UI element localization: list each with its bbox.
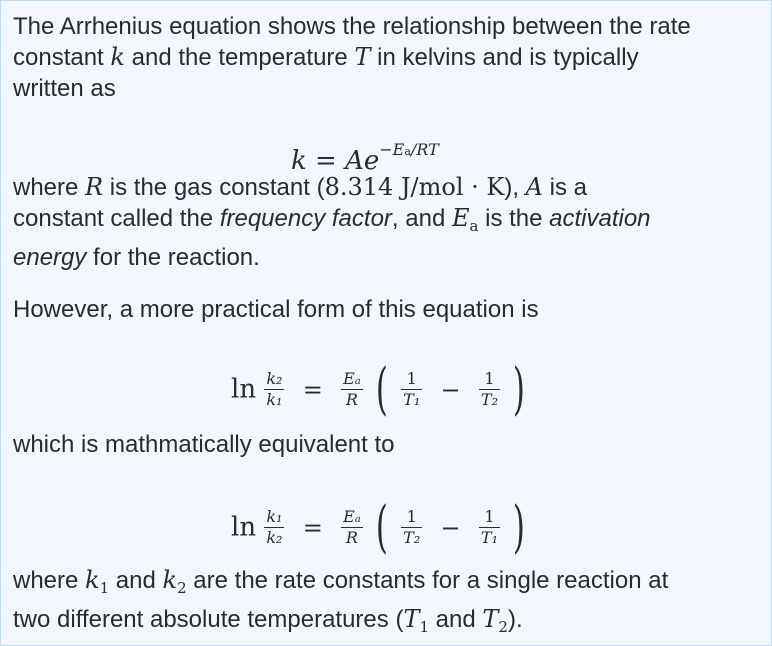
frac-den: k₂ [266,528,283,547]
frac-num: 1 [401,369,422,390]
text: are the rate constants for a single reaction at [186,567,669,594]
eq1-k: k [291,146,307,176]
frac-num: 1 [479,507,500,528]
math-T2-sub: 2 [498,618,508,636]
text: two different absolute temperatures ( [13,606,404,633]
minus: − [440,375,461,404]
equals: = [302,513,323,542]
math-k2: k [162,566,178,594]
ratio-equation-1 [231,357,530,422]
however-text: However, a more practical form of this equation is [13,296,539,323]
fraction-Ea-R [341,369,363,410]
fraction-k [264,369,284,410]
frac-num: 1 [479,369,500,390]
eq1-A: A [345,146,364,176]
math-R: R [85,173,104,201]
equals: = [302,375,323,404]
text: and [109,567,163,594]
frac-den: R [345,390,358,409]
left-paren: ( [375,495,388,560]
minus: − [440,513,461,542]
frac-num: Eₐ [343,369,361,388]
frac-den: T₂ [403,528,421,547]
right-paren: ) [513,495,526,560]
intro-line-1: The Arrhenius equation shows the relationship between the rate [13,13,691,40]
math-E: E [451,204,470,232]
intro-line-3: written as [13,75,116,102]
intro-text: in kelvins and is typically [370,44,639,71]
fraction-1-T [479,507,500,548]
eq1-exp-rest: /RT [410,140,439,159]
text: is the gas constant ( [103,174,325,201]
fraction-k [264,507,284,548]
intro-paragraph [13,11,763,104]
ln: ln [231,374,257,405]
frac-num: Eₐ [343,507,361,526]
eq1-exp-E: −E [379,140,405,159]
eq1-exp-sub: a [404,145,411,158]
fraction-1-T [401,507,422,548]
frac-num: k₁ [266,507,283,526]
frac-den: k₁ [266,390,283,409]
text: where [13,567,86,594]
frac-num: k₂ [266,369,283,388]
math-A: A [525,173,543,201]
frequency-factor-term: frequency factor [219,205,392,232]
right-paren: ) [513,357,526,422]
frac-den: R [345,528,358,547]
text: for the reaction. [86,244,260,271]
ratio-equation-2 [231,495,530,560]
math-k1: k [85,566,100,594]
math-k1-sub: 1 [99,579,110,597]
math-T1-sub: 1 [419,618,429,636]
energy-term: energy [13,244,87,271]
text: , and [391,205,452,232]
ln: ln [231,512,257,543]
frac-den: T₁ [403,390,421,409]
arrhenius-equation [291,140,439,176]
intro-text: and the temperature [124,44,355,71]
math-k2-sub: 2 [177,579,187,597]
equivalent-text: which is mathmatically equivalent to [13,431,395,458]
text: is a [543,174,588,201]
frac-den: T₁ [480,528,498,547]
frac-num: 1 [401,507,422,528]
fraction-1-T [479,369,500,410]
math-E-sub: a [469,217,479,235]
frac-den: T₂ [480,390,498,409]
activation-term: activation [549,205,651,232]
math-k: k [110,43,125,71]
gas-constant-value: 8.314 J/mol · K [324,173,505,201]
fraction-1-T [401,369,422,410]
eq1-exponent [379,140,438,159]
intro-text: constant [13,44,111,71]
math-T2: T [482,605,499,633]
equivalent-paragraph [13,429,763,460]
text: ). [507,606,523,633]
text: and [429,606,483,633]
eq1-equals: = [306,146,346,176]
math-T: T [354,43,371,71]
text: is the [478,205,550,232]
fraction-Ea-R [341,507,363,548]
text: where [13,174,86,201]
text: ), [504,174,526,201]
left-paren: ( [375,357,388,422]
final-paragraph [13,565,763,643]
where-paragraph [13,172,763,273]
however-paragraph [13,294,763,325]
text: constant called the [13,205,220,232]
eq1-e: e [363,146,380,176]
math-T1: T [403,605,420,633]
